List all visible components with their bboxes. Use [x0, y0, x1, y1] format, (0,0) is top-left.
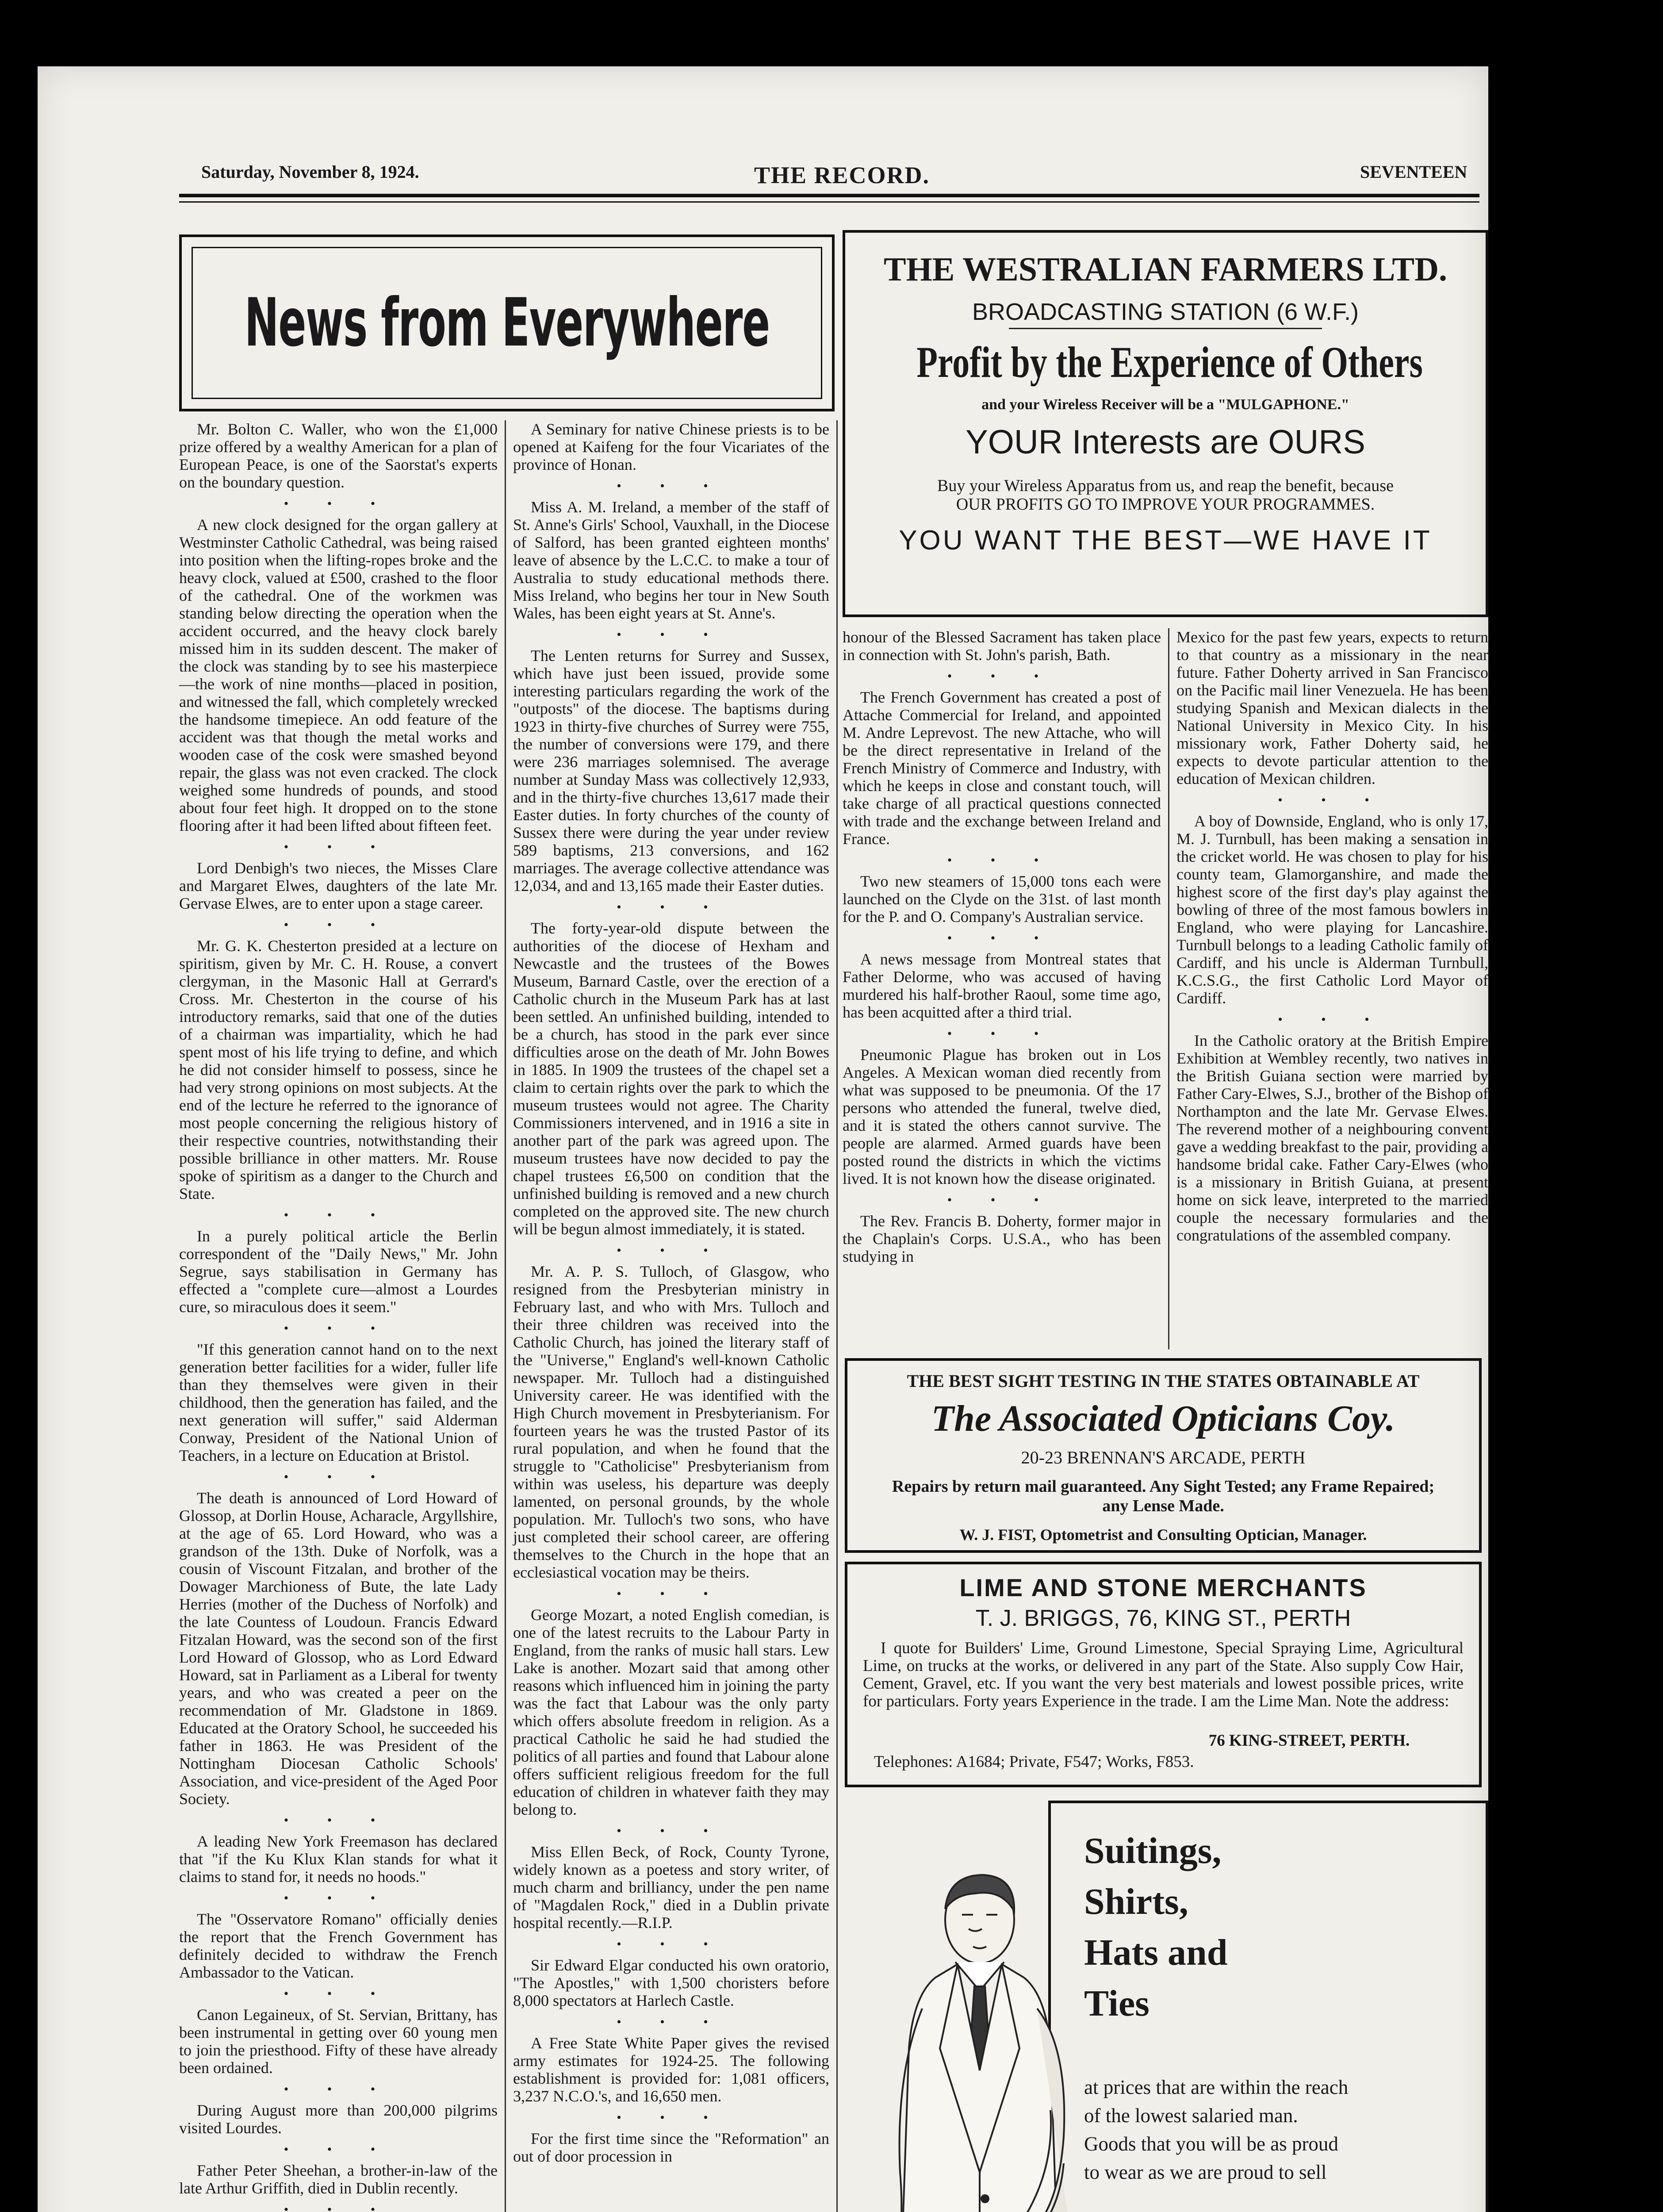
news-item: Mr. G. K. Chesterton presided at a lecture on spiritism, given by Mr. C. H. Rouse, a convert clergyman, in the Masonic Hall at Gerrard's Cross. Mr. Chesterton in the course of his introductory remarks, said that one of the duties of a chairman was impartiality, which he had spent most of his life trying to define, and which he did not consider himself to possess, since he had very strong opinions on most subjects. At the end of the lecture he referred to the ignorance of most people concerning the religious history of their respective countries, notwithstanding their possible brilliance in other matters. Mr. Rouse spoke of spiritism as a danger to the Church and State. — [179, 937, 498, 1202]
opticians-name: The Associated Opticians Coy. — [931, 1398, 1395, 1439]
section-separator: • • • — [617, 2110, 726, 2125]
news-item: The Lenten returns for Surrey and Sussex, which have just been issued, provide some interesting particulars regarding the work of the "outposts" of the diocese. The baptisms during 1923 in thirty-five churches of Surrey were 755, the number of conversions were 179, and there were 236 marriages solemnised. The average number at Sunday Mass was collectively 12,933, and in the thirty-five churches 13,617 made their Easter duties. In forty churches of the county of Sussex there were during the year under review 589 baptisms, 213 conversions, and 162 marriages. The average collective attendance was 12,034, and and 13,165 made their Easter duties. — [513, 647, 829, 895]
section-separator: • • • — [284, 918, 393, 932]
news-item: Lord Denbigh's two nieces, the Misses Clare and Margaret Elwes, daughters of the late Mr. Gervase Elwes, are to enter upon a stage career. — [179, 859, 498, 912]
ad-body: Buy your Wireless Apparatus from us, and reap the benefit, because — [937, 476, 1394, 495]
cogan-products: Suitings, Shirts, Hats and Ties — [1084, 1830, 1228, 2024]
section-separator: • • • — [617, 1937, 726, 1951]
section-separator: • • • — [284, 1891, 393, 1905]
newspaper-page — [38, 66, 1488, 2212]
section-separator: • • • — [284, 496, 393, 511]
section-separator: • • • — [284, 2142, 393, 2157]
lime-address: 76 KING-STREET, PERTH. — [1208, 1732, 1410, 1750]
news-item: A Free State White Paper gives the revised army estimates for 1924-25. The following establishment is provided for: 1,081 officers, 3,237 N.C.O.'s, and 16,650 men. — [513, 2034, 829, 2105]
headline-box — [179, 234, 835, 411]
news-item: Miss A. M. Ireland, a member of the staff of St. Anne's Girls' School, Vauxhall, in the Diocese of Salford, has been granted eighteen months' leave of absence by the L.C.C. to make a tour of Australia to study educational methods there. Miss Ireland, who begins her tour in New South Wales, has been eight years at St. Anne's. — [513, 498, 829, 622]
section-separator: • • • — [947, 669, 1057, 684]
column-4 — [1176, 628, 1488, 1250]
section-separator: • • • — [617, 1243, 726, 1258]
section-separator: • • • — [1278, 793, 1387, 807]
ad-subline: and your Wireless Receiver will be a "MULGAPHONE." — [981, 396, 1349, 413]
ad-tagline: YOU WANT THE BEST—WE HAVE IT — [899, 525, 1432, 556]
news-item: Mr. Bolton C. Waller, who won the £1,000 prize offered by a wealthy American for a plan of European Peace, is one of the Saorstat's experts on the boundary question. — [179, 420, 498, 491]
section-separator: • • • — [617, 2015, 726, 2029]
news-item: A boy of Downside, England, who is only 17, M. J. Turnbull, has been making a sensation in the cricket world. He was chosen to play for his county team, Glamorganshire, and made the highest score of the first day's play against the bowling of three of the most famous bowlers in England, who were playing for Lancashire. Turnbull belongs to a leading Catholic family of Cardiff, and his uncle is Alderman Turnbull, K.C.S.G., the first Catholic Lord Mayor of Cardiff. — [1176, 812, 1488, 1007]
news-item: The "Osservatore Romano" officially denies the report that the French Government has definitely decided to withdraw the French Ambassador to the Vatican. — [179, 1910, 498, 1981]
lime-name: T. J. BRIGGS, 76, KING ST., PERTH — [975, 1605, 1351, 1631]
section-separator: • • • — [284, 1986, 393, 2001]
gentleman-illustration — [869, 1863, 1077, 2212]
column-3 — [843, 628, 1161, 1271]
ad-title: THE WESTRALIAN FARMERS LTD. — [883, 251, 1447, 288]
news-item: A Seminary for native Chinese priests is to be opened at Kaifeng for the four Vicariates of the province of Honan. — [513, 420, 829, 473]
section-separator: • • • — [284, 2202, 393, 2212]
news-item: During August more than 200,000 pilgrims visited Lourdes. — [179, 2101, 498, 2137]
opticians-top: THE BEST SIGHT TESTING IN THE STATES OBTAINABLE AT — [907, 1371, 1420, 1391]
page-number: SEVENTEEN — [1360, 162, 1468, 182]
ad-station: BROADCASTING STATION (6 W.F.) — [972, 299, 1359, 325]
lime-body: I quote for Builders' Lime, Ground Limestone, Special Spraying Lime, Agricultural Lime, on trucks at the works, or delivered in any part of the State. Also supply Cow Hair, Cement, Gravel, etc. If you want the very best materials and lowest possible prices, write for particulars. Forty years Experience in the trade. I am the Lime Man. Note the address: — [863, 1639, 1464, 1710]
news-item: A leading New York Freemason has declared that "if the Ku Klux Klan stands for what it claims to stand for, it needs no hoods." — [179, 1832, 498, 1886]
cogan-bros-ad — [1048, 1801, 1488, 2212]
news-item: The forty-year-old dispute between the authorities of the diocese of Hexham and Newcastle and the trustees of the Bowes Museum, Barnard Castle, over the erection of a Catholic church in the Museum Park has at last been settled. An unfinished building, intended to be a church, has stood in the park ever since difficulties arose on the death of Mr. John Bowes in 1885. In 1909 the trustees of the chapel set a claim to certain rights over the park to which the museum trustees would not agree. The Charity Commissioners intervened, and in 1916 a site in another part of the park was agreed upon. The museum trustees have now decided to pay the chapel trustees £6,500 on condition that the unfinished building is removed and a new church completed on the approved site. The new church will be begun almost immediately, it is stated. — [513, 919, 829, 1238]
column-1 — [179, 420, 498, 2212]
column-divider — [1168, 628, 1169, 1349]
news-item: Canon Legaineux, of St. Servian, Brittany, has been instrumental in getting over 60 young men to join the priesthood. Fifty of these have already been ordained. — [179, 2006, 498, 2077]
ad-interests: YOUR Interests are OURS — [966, 423, 1365, 461]
news-item: Father Peter Sheehan, a brother-in-law of the late Arthur Griffith, died in Dublin recently. — [179, 2162, 498, 2197]
news-item: In the Catholic oratory at the British Empire Exhibition at Wembley recently, two natives in the British Guiana section were married by Father Cary-Elwes, S.J., brother of the Bishop of Northampton and the late Mr. Gervase Elwes. The reverend mother of a neighbouring convent gave a wedding breakfast to the pair, providing a handsome bridal cake. Father Cary-Elwes (who is a missionary in British Guiana, at present home on sick leave, interpreted to the married couple the necessary formularies and the congratulations of the assembled company. — [1176, 1032, 1488, 1244]
section-separator: • • • — [1278, 1012, 1387, 1027]
headline: News from Everywhere — [244, 284, 770, 361]
column-divider — [836, 420, 838, 2212]
ad-slogan: Profit by the Experience of Others — [916, 338, 1423, 387]
news-item: Mexico for the past few years, expects to return to that country as a missionary in the near future. Father Doherty arrived in San Francisco on the Pacific mail liner Venezuela. He has been studying Spanish and Mexican dialects in the National University in Mexico City. In his missionary work, Father Doherty said, he expects to devote particular attention to the education of Mexican children. — [1176, 628, 1488, 787]
section-separator: • • • — [284, 1470, 393, 1484]
news-item: Mr. A. P. S. Tulloch, of Glasgow, who resigned from the Presbyterian ministry in February last, and who with Mrs. Tulloch and their three children was received into the Catholic Church, has joined the literary staff of the "Universe," England's well-known Catholic newspaper. Mr. Tulloch had a distinguished University career. He was identified with the High Church movement in Presbyterianism. For fourteen years he was the trusted Pastor of its rural population, and when he found that the struggle to "Catholicise" Presbyterianism from within was useless, his departure was deeply lamented, on personal grounds, by the whole population. Mr. Tulloch's two sons, who have just completed their school career, are offering themselves to the Church in the hope that an ecclesiastical vocation may be theirs. — [513, 1263, 829, 1581]
section-separator: • • • — [947, 931, 1057, 945]
paper-name: THE RECORD. — [754, 162, 930, 188]
section-separator: • • • — [284, 1321, 393, 1336]
news-item: "If this generation cannot hand on to the next generation better facilities for a wider, fuller life than they themselves were given in their childhood, then the generation has failed, and the next generation will suffer," said Alderman Conway, President of the National Union of Teachers, in a lecture on Education at Bristol. — [179, 1340, 498, 1464]
opticians-ad — [845, 1358, 1482, 1553]
news-item: The death is announced of Lord Howard of Glossop, at Dorlin House, Acharacle, Argyllshire, at the age of 65. Lord Howard, who was a grandson of the 13th. Duke of Norfolk, was a cousin of Viscount Fitzalan, and brother of the Dowager Marchioness of Bute, the late Lady Herries (mother of the Duchess of Norfolk) and the late Countess of Loudoun. Francis Edward Fitzalan Howard, was the second son of the first Lord Howard of Glossop, who as Lord Edward Howard, sat in Parliament as a Liberal for twenty years, and who was created a peer on the recommendation of Mr. Gladstone in 1869. Educated at the Oratory School, he succeeded his father in 1863. He was President of the Nottingham Diocesan Catholic Schools' Association, and vice-president of the Aged Poor Society. — [179, 1489, 498, 1808]
news-item: For the first time since the "Reformation" an out of door procession in — [513, 2130, 829, 2165]
section-separator: • • • — [947, 853, 1057, 868]
section-separator: • • • — [947, 1193, 1057, 1207]
news-item: The French Government has created a post of Attache Commercial for Ireland, and appointed M. Andre Leprevost. The new Attache, who will be the direct representative in Ireland of the French Ministry of Commerce and Industry, with which he keeps in close and constant touch, will take charge of all practical questions connected with trade and the exchange between Ireland and France. — [843, 688, 1161, 848]
news-item: In a purely political article the Berlin correspondent of the "Daily News," Mr. John Segrue, says stabilisation in Germany has effected a "complete cure—almost a Lourdes cure, so miraculous does it seem." — [179, 1227, 498, 1316]
section-separator: • • • — [617, 900, 726, 914]
opticians-repairs: Repairs by return mail guaranteed. Any Sight Tested; any Frame Repaired; — [892, 1477, 1435, 1496]
news-item: Sir Edward Elgar conducted his own oratorio, "The Apostles," with 1,500 choristers before 8,000 spectators at Harlech Castle. — [513, 1956, 829, 2009]
news-item: honour of the Blessed Sacrament has taken place in connection with St. John's parish, Bath. — [843, 628, 1161, 664]
section-separator: • • • — [617, 479, 726, 493]
cogan-body: at prices that are within the reach of the lowest salaried man. Goods that you will be as proud to wear as we are proud to sell — [1084, 2076, 1349, 2183]
news-item: A news message from Montreal states that Father Delorme, who was accused of having murdered his half-brother Raoul, some time ago, has been acquitted after a third trial. — [843, 950, 1161, 1021]
lime-phones: Telephones: A1684; Private, F547; Works, F853. — [874, 1753, 1194, 1771]
section-separator: • • • — [284, 1208, 393, 1222]
opticians-address: 20-23 BRENNAN'S ARCADE, PERTH — [1021, 1448, 1306, 1467]
westralian-farmers-ad — [843, 230, 1488, 617]
ad-body-2: OUR PROFITS GO TO IMPROVE YOUR PROGRAMMES. — [956, 495, 1375, 514]
news-item: The Rev. Francis B. Doherty, former major in the Chaplain's Corps. U.S.A., who has been studying in — [843, 1212, 1161, 1265]
column-2 — [513, 420, 829, 2171]
news-item: A new clock designed for the organ gallery at Westminster Catholic Cathedral, was being raised into position when the lifting-ropes broke and the heavy clock, valued at £500, crashed to the floor of the cathedral. One of the workmen was standing below directing the operation when the accident occurred, and the heavy clock barely missed him in its sudden descent. The maker of the clock was standing by to see his masterpiece—the work of nine months—placed in position, and witnessed the fall, which completely wrecked the handsome timepiece. An odd feature of the accident was that though the metal works and wooden case of the cosk were smashed beyond repair, the glass was not even cracked. The clock weighed some hundreds of pounds, and stood about four feet high. It dropped on to the stone flooring after it had been lifted about fifteen feet. — [179, 516, 498, 834]
column-divider — [505, 420, 506, 2212]
opticians-repairs-2: any Lense Made. — [1102, 1497, 1224, 1515]
header-rule-thin — [179, 201, 1479, 203]
section-separator: • • • — [617, 627, 726, 642]
lime-merchants-ad — [845, 1562, 1482, 1787]
header-rule — [179, 194, 1479, 197]
section-separator: • • • — [284, 1813, 393, 1828]
section-separator: • • • — [284, 2082, 393, 2097]
opticians-manager: W. J. FIST, Optometrist and Consulting Optician, Manager. — [959, 1526, 1367, 1544]
section-separator: • • • — [617, 1586, 726, 1601]
news-item: Miss Ellen Beck, of Rock, County Tyrone, widely known as a poetess and story writer, of much charm and brilliancy, under the pen name of "Magdalen Rock," died in a Dublin private hospital recently.—R.I.P. — [513, 1843, 829, 1932]
news-item: Pneumonic Plague has broken out in Los Angeles. A Mexican woman died recently from what was supposed to be pneumonia. Of the 17 persons who attended the funeral, twelve died, and it is stated the others cannot survive. The people are alarmed. Armed guards have been posted round the districts in which the victims lived. It is not known how the disease originated. — [843, 1046, 1161, 1187]
issue-date: Saturday, November 8, 1924. — [201, 162, 419, 182]
section-separator: • • • — [284, 840, 393, 854]
news-item: Two new steamers of 15,000 tons each were launched on the Clyde on the 31st. of last month for the P. and O. Company's Australian service. — [843, 872, 1161, 926]
news-item: George Mozart, a noted English comedian, is one of the latest recruits to the Labour Party in England, from the ranks of music hall stars. Lew Lake is another. Mozart said that among other reasons which influenced him in joining the party was the fact that Labour was the only party which offers absolute freedom in religion. As a practical Catholic he said he had studied the politics of all parties and found that Labour alone offers sufficient religious freedom for the full education of children in whatever faith they may belong to. — [513, 1606, 829, 1818]
section-separator: • • • — [947, 1026, 1057, 1041]
section-separator: • • • — [617, 1824, 726, 1838]
lime-title: LIME AND STONE MERCHANTS — [959, 1574, 1367, 1601]
